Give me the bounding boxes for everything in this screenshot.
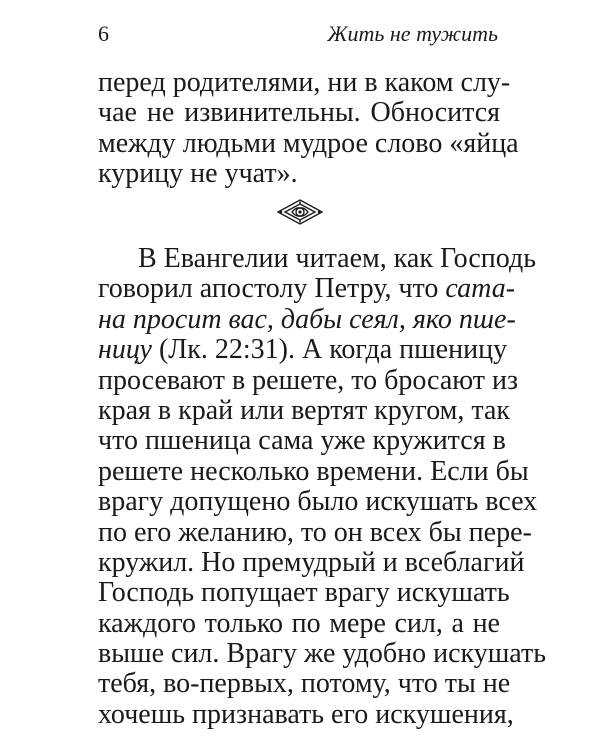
text-run: (Лк. 22:31). А когда пшеницу [151, 334, 508, 366]
text-run: говорил апостолу Петру, что [98, 273, 446, 305]
paragraph-2 [98, 243, 546, 730]
text-line: кружил. Но премудрый и всеблагий [98, 546, 525, 578]
text-line: выше сил. Врагу же удобно искушать [98, 638, 546, 670]
text-line: между людьми мудрое слово «яйца [98, 127, 519, 159]
text-line: по его желанию, то он всех бы пере- [98, 516, 532, 548]
text-line: что пшеница сама уже кружится в [98, 425, 506, 457]
text-line: решете несколько времени. Если бы [98, 455, 529, 487]
text-line: хочешь признавать его искушения, [98, 698, 514, 730]
floral-vignette-icon [277, 199, 323, 225]
text-line: края в край или вертят кругом, так [98, 394, 511, 426]
text-line: тебя, во-первых, потому, что ты не [98, 668, 511, 700]
paragraph-1 [98, 67, 519, 190]
scripture-quote: на просит вас, дабы сеял, яко пше- [98, 303, 516, 335]
scripture-quote: ницу [98, 334, 152, 366]
text-line [98, 303, 516, 335]
text-line: перед родителями, ни в каком слу- [98, 67, 511, 98]
running-title: Жить не тужить [327, 21, 498, 46]
text-line: каждого только по мере сил, а не [98, 607, 500, 639]
text-line: Господь попущает врагу искушать [98, 577, 510, 609]
text-line [98, 273, 516, 305]
text-line: В Евангелии читаем, как Господь [138, 243, 537, 274]
page-number: 6 [98, 21, 109, 46]
text-line: просевают в решете, то бросают из [98, 364, 519, 396]
text-line: курицу не учат». [98, 158, 298, 190]
scripture-quote: сата- [445, 273, 516, 305]
text-line [98, 334, 508, 366]
text-line: врагу допущено было искушать всех [98, 486, 538, 518]
text-line: чае не извинительны. Обносится [98, 97, 500, 129]
